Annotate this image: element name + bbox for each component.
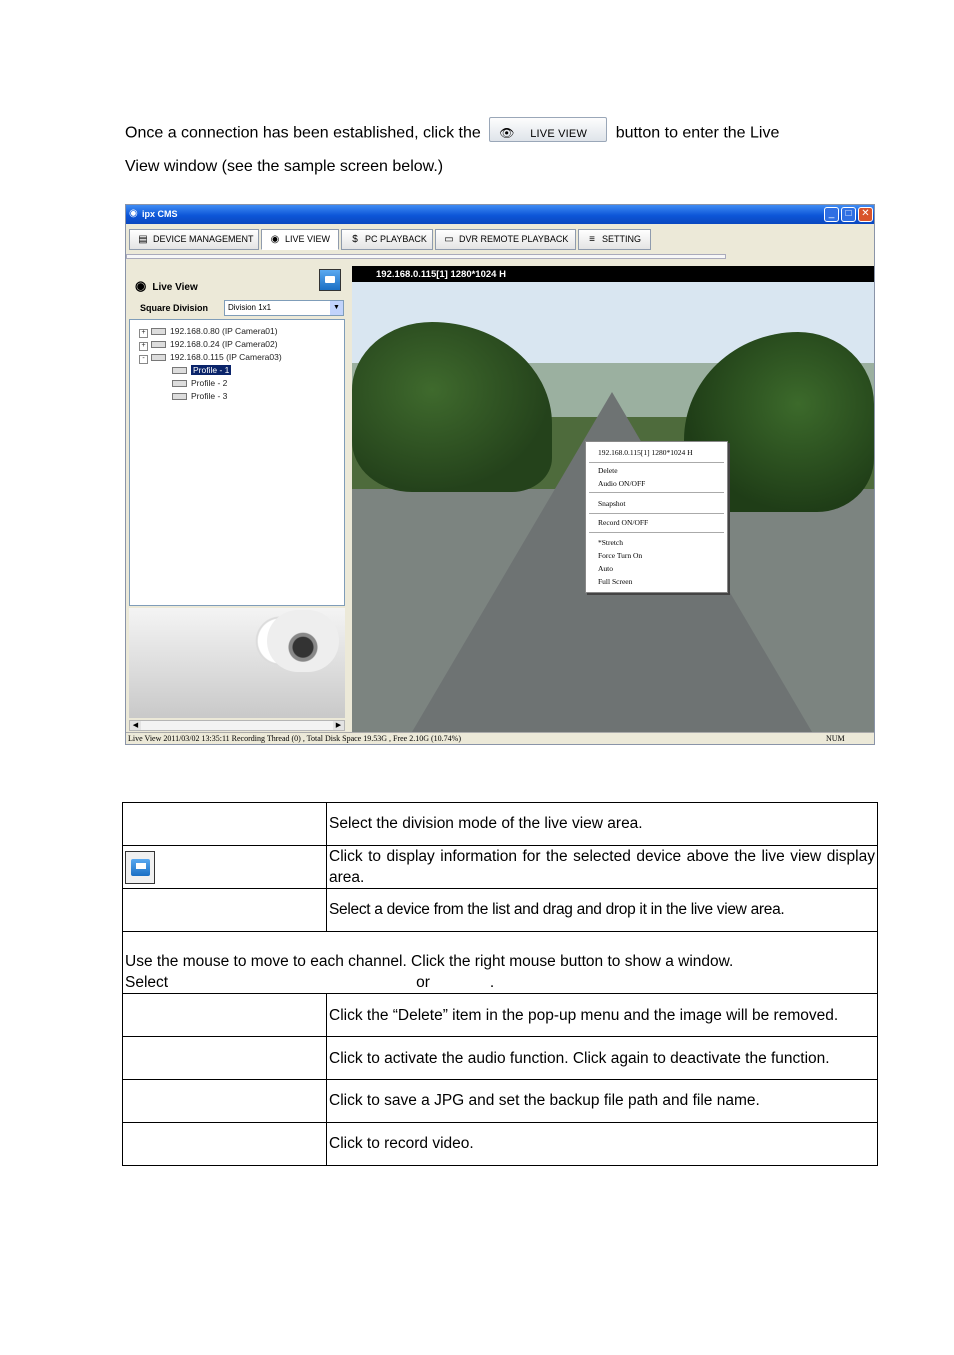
intro-line-2: View window (see the sample screen below.) <box>125 158 444 175</box>
menu-divider <box>589 492 724 493</box>
table-cell: Click the “Delete” item in the pop-up menu and the image will be removed. <box>327 994 878 1037</box>
table-row <box>123 846 878 889</box>
context-menu-header: 192.168.0.115[1] 1280*1024 H <box>598 448 693 457</box>
tree-item-profile-2[interactable]: Profile - 2 <box>172 378 227 388</box>
expand-icon[interactable]: + <box>139 329 148 338</box>
table-cell: Click to record video. <box>327 1123 878 1166</box>
table-row <box>123 1123 878 1166</box>
table-row <box>123 889 878 932</box>
table-cell <box>123 846 327 889</box>
menu-divider <box>589 513 724 514</box>
tree-item-camera01[interactable]: + 192.168.0.80 (IP Camera01) <box>139 326 278 338</box>
menu-divider <box>589 532 724 533</box>
menu-item-record[interactable]: Record ON/OFF <box>598 518 649 527</box>
intro-text-before: Once a connection has been established, click the <box>125 124 481 142</box>
collapse-icon[interactable]: - <box>139 355 148 364</box>
close-icon[interactable]: ✕ <box>858 207 873 222</box>
table-row <box>123 994 878 1037</box>
menu-item-stretch[interactable]: *Stretch <box>598 538 623 547</box>
eye-icon: 👁 <box>499 126 515 140</box>
camera-icon <box>151 354 166 361</box>
eye-icon: ◉ <box>270 234 280 245</box>
camera-icon <box>151 328 166 335</box>
menu-item-delete[interactable]: Delete <box>598 466 618 475</box>
chevron-down-icon[interactable]: ▼ <box>330 301 343 315</box>
table-row <box>123 1037 878 1080</box>
live-view-inline-label: LIVE VIEW <box>530 128 588 140</box>
table-row <box>123 932 878 994</box>
tree-item-profile-3[interactable]: Profile - 3 <box>172 391 227 401</box>
horizontal-scrollbar[interactable] <box>129 720 345 731</box>
cms-window <box>125 204 875 745</box>
camera-header: 192.168.0.115[1] 1280*1024 H <box>352 266 874 282</box>
table-cell: Select the division mode of the live view area. <box>327 803 878 846</box>
intro-text-after: button to enter the Live <box>615 124 780 142</box>
menu-divider <box>589 462 724 463</box>
status-bar <box>126 732 874 745</box>
table-row <box>123 1080 878 1123</box>
tab-pc-playback[interactable]: $ PC PLAYBACK <box>341 229 433 250</box>
table-cell <box>123 1123 327 1166</box>
live-view-area[interactable] <box>352 266 874 732</box>
table-cell: Click to display information for the selected device above the live view display area. <box>327 846 878 889</box>
square-division-label: Square Division <box>140 303 209 313</box>
table-cell <box>123 803 327 846</box>
minimize-icon[interactable]: _ <box>824 207 839 222</box>
panel-title: ◉ Live View <box>135 278 198 293</box>
eye-icon: ◉ <box>135 278 147 293</box>
menu-item-force-turn-on[interactable]: Force Turn On <box>598 551 643 560</box>
status-text: Live View 2011/03/02 13:35:11 Recording Thread (0) , Total Disk Space 19.53G , Free 2.10G (10.74%) <box>128 734 461 743</box>
device-icon: ▤ <box>138 234 148 245</box>
profile-icon <box>172 367 187 374</box>
app-logo-icon: ◉ <box>129 208 138 219</box>
device-info-button-icon <box>125 851 155 884</box>
table-cell <box>123 889 327 932</box>
tab-setting[interactable]: ≡ SETTING <box>578 229 651 250</box>
menu-item-audio[interactable]: Audio ON/OFF <box>598 479 646 488</box>
table-cell <box>123 994 327 1037</box>
table-cell: Click to activate the audio function. Click again to deactivate the function. <box>327 1037 878 1080</box>
menu-item-auto[interactable]: Auto <box>598 564 613 573</box>
tab-underline <box>126 254 726 259</box>
dome-camera-image <box>267 610 339 672</box>
tab-dvr-remote-playback[interactable]: ▭ DVR REMOTE PLAYBACK <box>435 229 576 250</box>
description-table <box>122 802 878 1166</box>
profile-icon <box>172 380 187 387</box>
tab-live-view[interactable]: ◉ LIVE VIEW <box>261 229 339 250</box>
main-tab-bar <box>126 224 874 263</box>
dollar-icon: $ <box>352 234 358 245</box>
title-bar <box>126 205 874 224</box>
setting-icon: ≡ <box>589 234 595 245</box>
tree-item-profile-1[interactable]: Profile - 1 <box>172 365 231 375</box>
table-cell <box>123 1037 327 1080</box>
table-cell: Click to save a JPG and set the backup file path and file name. <box>327 1080 878 1123</box>
square-division-select[interactable]: Division 1x1 ▼ <box>224 300 344 316</box>
tab-device-management[interactable]: ▤ DEVICE MANAGEMENT <box>129 229 259 250</box>
intro-line-1 <box>125 121 779 146</box>
table-row <box>123 803 878 846</box>
table-cell <box>123 1080 327 1123</box>
expand-icon[interactable]: + <box>139 342 148 351</box>
device-tree <box>129 319 345 606</box>
live-view-inline-button <box>489 117 607 142</box>
menu-item-snapshot[interactable]: Snapshot <box>598 499 626 508</box>
status-num: NUM <box>826 734 845 743</box>
table-cell: Select a device from the list and drag and drop it in the live view area. <box>327 889 878 932</box>
profile-icon <box>172 393 187 400</box>
camera-icon <box>151 341 166 348</box>
live-view-panel <box>127 266 346 732</box>
maximize-icon[interactable]: □ <box>841 207 856 222</box>
dvr-icon: ▭ <box>444 234 454 245</box>
tree-item-camera02[interactable]: + 192.168.0.24 (IP Camera02) <box>139 339 278 351</box>
scroll-left-icon[interactable]: ◀ <box>130 721 141 730</box>
span-line-1: Use the mouse to move to each channel. Click the right mouse button to show a window. <box>125 953 734 970</box>
scroll-right-icon[interactable]: ▶ <box>333 721 344 730</box>
context-menu <box>585 441 728 593</box>
table-cell-span <box>123 932 878 994</box>
device-info-button[interactable] <box>319 269 341 291</box>
window-title: ipx CMS <box>142 209 178 219</box>
decorative-camera-photo <box>129 608 345 718</box>
menu-item-full-screen[interactable]: Full Screen <box>598 577 633 586</box>
span-line-2: Select or . <box>125 974 495 991</box>
tree-item-camera03[interactable]: - 192.168.0.115 (IP Camera03) <box>139 352 282 364</box>
